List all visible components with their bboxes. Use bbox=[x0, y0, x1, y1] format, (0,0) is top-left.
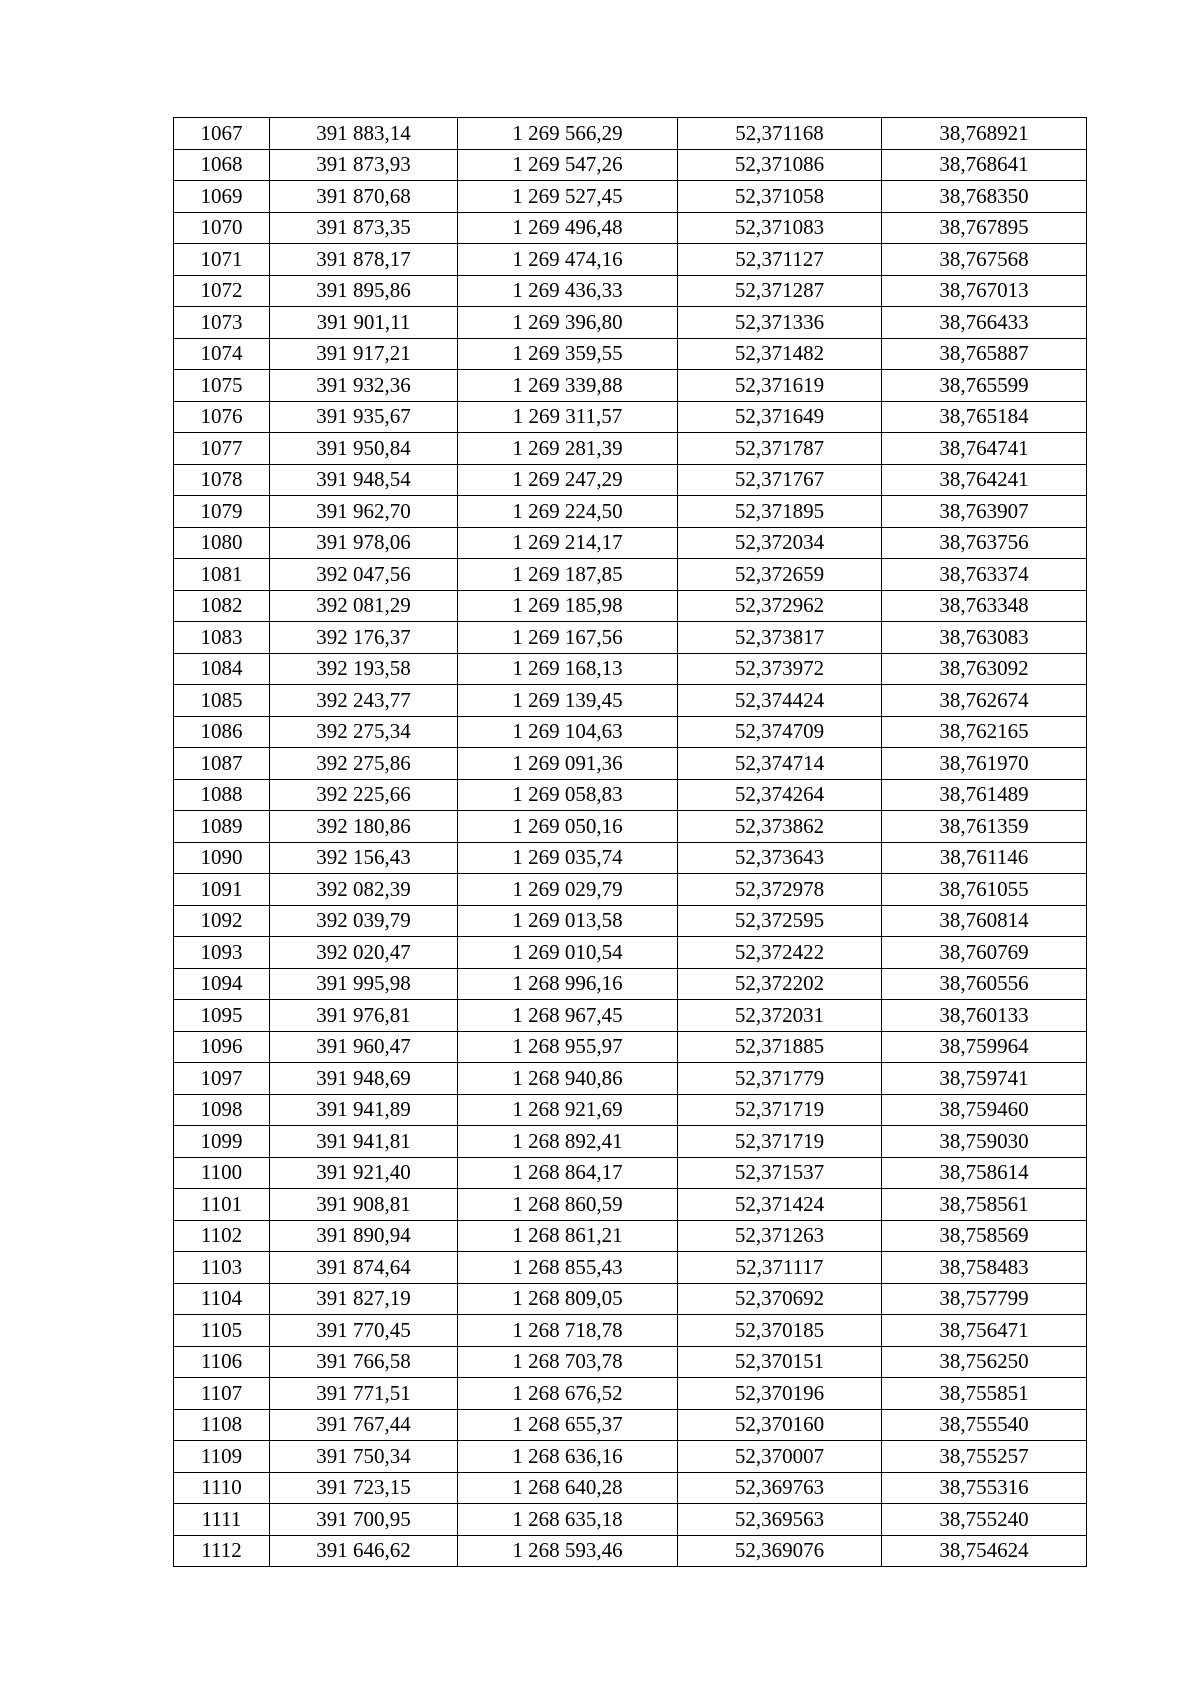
table-row bbox=[174, 1063, 1087, 1095]
x-coordinate-cell: 391 908,81 bbox=[270, 1189, 458, 1221]
y-coordinate-cell: 1 269 474,16 bbox=[458, 244, 678, 276]
latitude-cell: 52,372595 bbox=[678, 905, 882, 937]
latitude-cell: 52,374714 bbox=[678, 748, 882, 780]
longitude-cell: 38,765887 bbox=[882, 338, 1087, 370]
latitude-cell: 52,371537 bbox=[678, 1157, 882, 1189]
x-coordinate-cell: 391 700,95 bbox=[270, 1504, 458, 1536]
y-coordinate-cell: 1 268 940,86 bbox=[458, 1063, 678, 1095]
longitude-cell: 38,764241 bbox=[882, 464, 1087, 496]
x-coordinate-cell: 391 723,15 bbox=[270, 1472, 458, 1504]
table-row bbox=[174, 905, 1087, 937]
x-coordinate-cell: 391 941,89 bbox=[270, 1094, 458, 1126]
table-row bbox=[174, 212, 1087, 244]
latitude-cell: 52,371619 bbox=[678, 370, 882, 402]
x-coordinate-cell: 391 890,94 bbox=[270, 1220, 458, 1252]
longitude-cell: 38,765184 bbox=[882, 401, 1087, 433]
table-row bbox=[174, 1220, 1087, 1252]
longitude-cell: 38,759030 bbox=[882, 1126, 1087, 1158]
point-number-cell: 1090 bbox=[174, 842, 270, 874]
point-number-cell: 1070 bbox=[174, 212, 270, 244]
table-row bbox=[174, 1378, 1087, 1410]
longitude-cell: 38,763374 bbox=[882, 559, 1087, 591]
point-number-cell: 1106 bbox=[174, 1346, 270, 1378]
point-number-cell: 1089 bbox=[174, 811, 270, 843]
point-number-cell: 1094 bbox=[174, 968, 270, 1000]
point-number-cell: 1071 bbox=[174, 244, 270, 276]
point-number-cell: 1083 bbox=[174, 622, 270, 654]
x-coordinate-cell: 391 646,62 bbox=[270, 1535, 458, 1567]
table-row bbox=[174, 275, 1087, 307]
latitude-cell: 52,370196 bbox=[678, 1378, 882, 1410]
x-coordinate-cell: 391 766,58 bbox=[270, 1346, 458, 1378]
latitude-cell: 52,371287 bbox=[678, 275, 882, 307]
point-number-cell: 1111 bbox=[174, 1504, 270, 1536]
latitude-cell: 52,371895 bbox=[678, 496, 882, 528]
latitude-cell: 52,371424 bbox=[678, 1189, 882, 1221]
x-coordinate-cell: 391 917,21 bbox=[270, 338, 458, 370]
x-coordinate-cell: 391 870,68 bbox=[270, 181, 458, 213]
point-number-cell: 1074 bbox=[174, 338, 270, 370]
longitude-cell: 38,762674 bbox=[882, 685, 1087, 717]
point-number-cell: 1081 bbox=[174, 559, 270, 591]
y-coordinate-cell: 1 269 167,56 bbox=[458, 622, 678, 654]
longitude-cell: 38,755851 bbox=[882, 1378, 1087, 1410]
x-coordinate-cell: 391 873,35 bbox=[270, 212, 458, 244]
latitude-cell: 52,370692 bbox=[678, 1283, 882, 1315]
table-row bbox=[174, 1031, 1087, 1063]
y-coordinate-cell: 1 268 718,78 bbox=[458, 1315, 678, 1347]
table-row bbox=[174, 1283, 1087, 1315]
table-row bbox=[174, 559, 1087, 591]
point-number-cell: 1091 bbox=[174, 874, 270, 906]
point-number-cell: 1096 bbox=[174, 1031, 270, 1063]
latitude-cell: 52,371127 bbox=[678, 244, 882, 276]
latitude-cell: 52,373972 bbox=[678, 653, 882, 685]
table-row bbox=[174, 181, 1087, 213]
y-coordinate-cell: 1 269 104,63 bbox=[458, 716, 678, 748]
y-coordinate-cell: 1 269 139,45 bbox=[458, 685, 678, 717]
point-number-cell: 1109 bbox=[174, 1441, 270, 1473]
x-coordinate-cell: 391 895,86 bbox=[270, 275, 458, 307]
latitude-cell: 52,372031 bbox=[678, 1000, 882, 1032]
y-coordinate-cell: 1 269 247,29 bbox=[458, 464, 678, 496]
longitude-cell: 38,765599 bbox=[882, 370, 1087, 402]
table-row bbox=[174, 1252, 1087, 1284]
latitude-cell: 52,370185 bbox=[678, 1315, 882, 1347]
latitude-cell: 52,371719 bbox=[678, 1126, 882, 1158]
longitude-cell: 38,762165 bbox=[882, 716, 1087, 748]
x-coordinate-cell: 391 767,44 bbox=[270, 1409, 458, 1441]
y-coordinate-cell: 1 269 311,57 bbox=[458, 401, 678, 433]
y-coordinate-cell: 1 269 168,13 bbox=[458, 653, 678, 685]
x-coordinate-cell: 391 901,11 bbox=[270, 307, 458, 339]
x-coordinate-cell: 391 995,98 bbox=[270, 968, 458, 1000]
x-coordinate-cell: 391 827,19 bbox=[270, 1283, 458, 1315]
x-coordinate-cell: 392 047,56 bbox=[270, 559, 458, 591]
latitude-cell: 52,371263 bbox=[678, 1220, 882, 1252]
latitude-cell: 52,369763 bbox=[678, 1472, 882, 1504]
y-coordinate-cell: 1 269 436,33 bbox=[458, 275, 678, 307]
latitude-cell: 52,374424 bbox=[678, 685, 882, 717]
point-number-cell: 1075 bbox=[174, 370, 270, 402]
table-row bbox=[174, 401, 1087, 433]
longitude-cell: 38,767013 bbox=[882, 275, 1087, 307]
latitude-cell: 52,370007 bbox=[678, 1441, 882, 1473]
x-coordinate-cell: 391 883,14 bbox=[270, 118, 458, 150]
x-coordinate-cell: 392 193,58 bbox=[270, 653, 458, 685]
x-coordinate-cell: 391 941,81 bbox=[270, 1126, 458, 1158]
coordinates-table-body bbox=[174, 118, 1087, 1567]
latitude-cell: 52,372034 bbox=[678, 527, 882, 559]
point-number-cell: 1079 bbox=[174, 496, 270, 528]
latitude-cell: 52,371767 bbox=[678, 464, 882, 496]
latitude-cell: 52,372202 bbox=[678, 968, 882, 1000]
longitude-cell: 38,760133 bbox=[882, 1000, 1087, 1032]
table-row bbox=[174, 1189, 1087, 1221]
longitude-cell: 38,755257 bbox=[882, 1441, 1087, 1473]
x-coordinate-cell: 392 275,34 bbox=[270, 716, 458, 748]
table-row bbox=[174, 1094, 1087, 1126]
y-coordinate-cell: 1 269 224,50 bbox=[458, 496, 678, 528]
longitude-cell: 38,755540 bbox=[882, 1409, 1087, 1441]
point-number-cell: 1102 bbox=[174, 1220, 270, 1252]
longitude-cell: 38,758483 bbox=[882, 1252, 1087, 1284]
y-coordinate-cell: 1 269 214,17 bbox=[458, 527, 678, 559]
longitude-cell: 38,758561 bbox=[882, 1189, 1087, 1221]
point-number-cell: 1073 bbox=[174, 307, 270, 339]
longitude-cell: 38,767895 bbox=[882, 212, 1087, 244]
table-row bbox=[174, 874, 1087, 906]
longitude-cell: 38,763756 bbox=[882, 527, 1087, 559]
longitude-cell: 38,763083 bbox=[882, 622, 1087, 654]
y-coordinate-cell: 1 268 703,78 bbox=[458, 1346, 678, 1378]
point-number-cell: 1110 bbox=[174, 1472, 270, 1504]
x-coordinate-cell: 391 770,45 bbox=[270, 1315, 458, 1347]
longitude-cell: 38,758614 bbox=[882, 1157, 1087, 1189]
latitude-cell: 52,369563 bbox=[678, 1504, 882, 1536]
table-row bbox=[174, 842, 1087, 874]
latitude-cell: 52,374709 bbox=[678, 716, 882, 748]
table-row bbox=[174, 1409, 1087, 1441]
longitude-cell: 38,761146 bbox=[882, 842, 1087, 874]
longitude-cell: 38,756250 bbox=[882, 1346, 1087, 1378]
table-row bbox=[174, 968, 1087, 1000]
x-coordinate-cell: 392 020,47 bbox=[270, 937, 458, 969]
point-number-cell: 1105 bbox=[174, 1315, 270, 1347]
longitude-cell: 38,768921 bbox=[882, 118, 1087, 150]
y-coordinate-cell: 1 268 892,41 bbox=[458, 1126, 678, 1158]
point-number-cell: 1103 bbox=[174, 1252, 270, 1284]
y-coordinate-cell: 1 268 855,43 bbox=[458, 1252, 678, 1284]
table-row bbox=[174, 118, 1087, 150]
longitude-cell: 38,760556 bbox=[882, 968, 1087, 1000]
point-number-cell: 1067 bbox=[174, 118, 270, 150]
point-number-cell: 1080 bbox=[174, 527, 270, 559]
longitude-cell: 38,755316 bbox=[882, 1472, 1087, 1504]
latitude-cell: 52,371649 bbox=[678, 401, 882, 433]
y-coordinate-cell: 1 269 050,16 bbox=[458, 811, 678, 843]
point-number-cell: 1088 bbox=[174, 779, 270, 811]
x-coordinate-cell: 392 180,86 bbox=[270, 811, 458, 843]
x-coordinate-cell: 392 082,39 bbox=[270, 874, 458, 906]
table-row bbox=[174, 149, 1087, 181]
point-number-cell: 1112 bbox=[174, 1535, 270, 1567]
latitude-cell: 52,371787 bbox=[678, 433, 882, 465]
point-number-cell: 1085 bbox=[174, 685, 270, 717]
x-coordinate-cell: 392 225,66 bbox=[270, 779, 458, 811]
longitude-cell: 38,759460 bbox=[882, 1094, 1087, 1126]
latitude-cell: 52,374264 bbox=[678, 779, 882, 811]
y-coordinate-cell: 1 268 640,28 bbox=[458, 1472, 678, 1504]
table-row bbox=[174, 748, 1087, 780]
y-coordinate-cell: 1 268 864,17 bbox=[458, 1157, 678, 1189]
longitude-cell: 38,755240 bbox=[882, 1504, 1087, 1536]
latitude-cell: 52,371719 bbox=[678, 1094, 882, 1126]
x-coordinate-cell: 391 976,81 bbox=[270, 1000, 458, 1032]
latitude-cell: 52,372978 bbox=[678, 874, 882, 906]
latitude-cell: 52,371168 bbox=[678, 118, 882, 150]
y-coordinate-cell: 1 269 496,48 bbox=[458, 212, 678, 244]
table-row bbox=[174, 590, 1087, 622]
point-number-cell: 1093 bbox=[174, 937, 270, 969]
longitude-cell: 38,763907 bbox=[882, 496, 1087, 528]
latitude-cell: 52,370160 bbox=[678, 1409, 882, 1441]
x-coordinate-cell: 391 874,64 bbox=[270, 1252, 458, 1284]
point-number-cell: 1101 bbox=[174, 1189, 270, 1221]
y-coordinate-cell: 1 268 635,18 bbox=[458, 1504, 678, 1536]
y-coordinate-cell: 1 268 636,16 bbox=[458, 1441, 678, 1473]
y-coordinate-cell: 1 268 655,37 bbox=[458, 1409, 678, 1441]
latitude-cell: 52,372422 bbox=[678, 937, 882, 969]
x-coordinate-cell: 391 750,34 bbox=[270, 1441, 458, 1473]
table-row bbox=[174, 1472, 1087, 1504]
x-coordinate-cell: 392 156,43 bbox=[270, 842, 458, 874]
table-row bbox=[174, 464, 1087, 496]
y-coordinate-cell: 1 269 339,88 bbox=[458, 370, 678, 402]
longitude-cell: 38,759964 bbox=[882, 1031, 1087, 1063]
y-coordinate-cell: 1 268 809,05 bbox=[458, 1283, 678, 1315]
point-number-cell: 1107 bbox=[174, 1378, 270, 1410]
point-number-cell: 1078 bbox=[174, 464, 270, 496]
point-number-cell: 1095 bbox=[174, 1000, 270, 1032]
y-coordinate-cell: 1 269 058,83 bbox=[458, 779, 678, 811]
latitude-cell: 52,373817 bbox=[678, 622, 882, 654]
table-row bbox=[174, 937, 1087, 969]
table-row bbox=[174, 496, 1087, 528]
y-coordinate-cell: 1 268 676,52 bbox=[458, 1378, 678, 1410]
point-number-cell: 1092 bbox=[174, 905, 270, 937]
x-coordinate-cell: 391 948,54 bbox=[270, 464, 458, 496]
longitude-cell: 38,763348 bbox=[882, 590, 1087, 622]
y-coordinate-cell: 1 268 593,46 bbox=[458, 1535, 678, 1567]
x-coordinate-cell: 391 873,93 bbox=[270, 149, 458, 181]
table-row bbox=[174, 433, 1087, 465]
latitude-cell: 52,372659 bbox=[678, 559, 882, 591]
latitude-cell: 52,371086 bbox=[678, 149, 882, 181]
x-coordinate-cell: 391 935,67 bbox=[270, 401, 458, 433]
x-coordinate-cell: 391 950,84 bbox=[270, 433, 458, 465]
table-row bbox=[174, 811, 1087, 843]
longitude-cell: 38,761489 bbox=[882, 779, 1087, 811]
point-number-cell: 1087 bbox=[174, 748, 270, 780]
table-row bbox=[174, 1157, 1087, 1189]
longitude-cell: 38,760814 bbox=[882, 905, 1087, 937]
table-row bbox=[174, 1441, 1087, 1473]
y-coordinate-cell: 1 269 185,98 bbox=[458, 590, 678, 622]
point-number-cell: 1108 bbox=[174, 1409, 270, 1441]
latitude-cell: 52,371779 bbox=[678, 1063, 882, 1095]
x-coordinate-cell: 391 921,40 bbox=[270, 1157, 458, 1189]
y-coordinate-cell: 1 269 010,54 bbox=[458, 937, 678, 969]
table-row bbox=[174, 685, 1087, 717]
x-coordinate-cell: 391 962,70 bbox=[270, 496, 458, 528]
point-number-cell: 1082 bbox=[174, 590, 270, 622]
point-number-cell: 1077 bbox=[174, 433, 270, 465]
y-coordinate-cell: 1 269 396,80 bbox=[458, 307, 678, 339]
table-row bbox=[174, 1346, 1087, 1378]
latitude-cell: 52,373862 bbox=[678, 811, 882, 843]
longitude-cell: 38,767568 bbox=[882, 244, 1087, 276]
x-coordinate-cell: 392 243,77 bbox=[270, 685, 458, 717]
table-row bbox=[174, 1126, 1087, 1158]
y-coordinate-cell: 1 268 860,59 bbox=[458, 1189, 678, 1221]
table-row bbox=[174, 716, 1087, 748]
longitude-cell: 38,757799 bbox=[882, 1283, 1087, 1315]
point-number-cell: 1100 bbox=[174, 1157, 270, 1189]
longitude-cell: 38,760769 bbox=[882, 937, 1087, 969]
latitude-cell: 52,371058 bbox=[678, 181, 882, 213]
point-number-cell: 1098 bbox=[174, 1094, 270, 1126]
x-coordinate-cell: 391 960,47 bbox=[270, 1031, 458, 1063]
latitude-cell: 52,369076 bbox=[678, 1535, 882, 1567]
latitude-cell: 52,370151 bbox=[678, 1346, 882, 1378]
latitude-cell: 52,371885 bbox=[678, 1031, 882, 1063]
longitude-cell: 38,766433 bbox=[882, 307, 1087, 339]
y-coordinate-cell: 1 268 921,69 bbox=[458, 1094, 678, 1126]
coordinates-table bbox=[173, 117, 1087, 1567]
table-row bbox=[174, 622, 1087, 654]
latitude-cell: 52,371117 bbox=[678, 1252, 882, 1284]
x-coordinate-cell: 392 176,37 bbox=[270, 622, 458, 654]
y-coordinate-cell: 1 268 861,21 bbox=[458, 1220, 678, 1252]
longitude-cell: 38,754624 bbox=[882, 1535, 1087, 1567]
point-number-cell: 1084 bbox=[174, 653, 270, 685]
table-row bbox=[174, 370, 1087, 402]
longitude-cell: 38,761970 bbox=[882, 748, 1087, 780]
x-coordinate-cell: 391 878,17 bbox=[270, 244, 458, 276]
longitude-cell: 38,768641 bbox=[882, 149, 1087, 181]
table-row bbox=[174, 1000, 1087, 1032]
table-row bbox=[174, 779, 1087, 811]
point-number-cell: 1076 bbox=[174, 401, 270, 433]
x-coordinate-cell: 391 771,51 bbox=[270, 1378, 458, 1410]
y-coordinate-cell: 1 268 967,45 bbox=[458, 1000, 678, 1032]
y-coordinate-cell: 1 269 029,79 bbox=[458, 874, 678, 906]
y-coordinate-cell: 1 269 547,26 bbox=[458, 149, 678, 181]
table-row bbox=[174, 307, 1087, 339]
longitude-cell: 38,759741 bbox=[882, 1063, 1087, 1095]
y-coordinate-cell: 1 268 955,97 bbox=[458, 1031, 678, 1063]
x-coordinate-cell: 391 978,06 bbox=[270, 527, 458, 559]
point-number-cell: 1097 bbox=[174, 1063, 270, 1095]
latitude-cell: 52,371336 bbox=[678, 307, 882, 339]
x-coordinate-cell: 392 039,79 bbox=[270, 905, 458, 937]
latitude-cell: 52,371083 bbox=[678, 212, 882, 244]
table-row bbox=[174, 653, 1087, 685]
y-coordinate-cell: 1 269 035,74 bbox=[458, 842, 678, 874]
y-coordinate-cell: 1 269 091,36 bbox=[458, 748, 678, 780]
y-coordinate-cell: 1 269 013,58 bbox=[458, 905, 678, 937]
point-number-cell: 1072 bbox=[174, 275, 270, 307]
point-number-cell: 1104 bbox=[174, 1283, 270, 1315]
x-coordinate-cell: 391 932,36 bbox=[270, 370, 458, 402]
point-number-cell: 1086 bbox=[174, 716, 270, 748]
longitude-cell: 38,764741 bbox=[882, 433, 1087, 465]
table-row bbox=[174, 1315, 1087, 1347]
table-row bbox=[174, 527, 1087, 559]
longitude-cell: 38,761055 bbox=[882, 874, 1087, 906]
table-row bbox=[174, 338, 1087, 370]
latitude-cell: 52,371482 bbox=[678, 338, 882, 370]
y-coordinate-cell: 1 269 566,29 bbox=[458, 118, 678, 150]
longitude-cell: 38,758569 bbox=[882, 1220, 1087, 1252]
point-number-cell: 1069 bbox=[174, 181, 270, 213]
y-coordinate-cell: 1 269 359,55 bbox=[458, 338, 678, 370]
x-coordinate-cell: 391 948,69 bbox=[270, 1063, 458, 1095]
table-row bbox=[174, 1535, 1087, 1567]
y-coordinate-cell: 1 269 187,85 bbox=[458, 559, 678, 591]
table-row bbox=[174, 244, 1087, 276]
latitude-cell: 52,372962 bbox=[678, 590, 882, 622]
point-number-cell: 1099 bbox=[174, 1126, 270, 1158]
x-coordinate-cell: 392 081,29 bbox=[270, 590, 458, 622]
point-number-cell: 1068 bbox=[174, 149, 270, 181]
longitude-cell: 38,763092 bbox=[882, 653, 1087, 685]
x-coordinate-cell: 392 275,86 bbox=[270, 748, 458, 780]
table-row bbox=[174, 1504, 1087, 1536]
longitude-cell: 38,756471 bbox=[882, 1315, 1087, 1347]
y-coordinate-cell: 1 269 281,39 bbox=[458, 433, 678, 465]
y-coordinate-cell: 1 268 996,16 bbox=[458, 968, 678, 1000]
y-coordinate-cell: 1 269 527,45 bbox=[458, 181, 678, 213]
latitude-cell: 52,373643 bbox=[678, 842, 882, 874]
longitude-cell: 38,768350 bbox=[882, 181, 1087, 213]
longitude-cell: 38,761359 bbox=[882, 811, 1087, 843]
